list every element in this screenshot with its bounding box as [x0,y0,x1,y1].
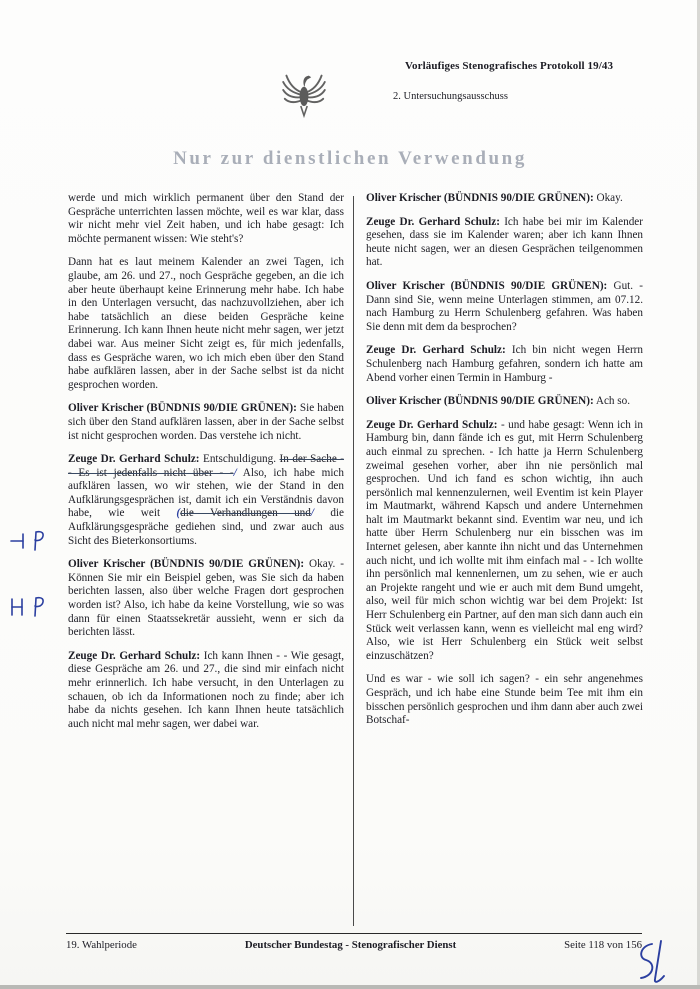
handwritten-ink-mark: / [233,466,237,479]
bundesadler-eagle-icon [280,66,328,122]
watermark-text: Nur zur dienstlichen Verwendung [173,148,527,169]
body-text: Gut. - Dann sind Sie, wenn meine Unterlagen stimmen, am 07.12. nach Hamburg zu Herrn Schulenberg gefahren. Was haben Sie denn mit dem da besprochen? [366,279,643,333]
body-text: Ich bin nicht wegen Herrn Schulenberg nach Hamburg gefahren, sondern ich hatte am Abend vorher einen Termin in Hamburg - [366,344,643,384]
paragraph [68,402,344,443]
body-text: die Aufklärungsgespräche gediehen sind, und zwar auch aus Sicht des Bieterkonsortiums. [68,507,344,547]
speaker-name: Oliver Krischer (BÜNDNIS 90/DIE GRÜNEN): [366,279,608,292]
body-text: Und es war - wie soll ich sagen? - ein sehr angenehmes Gespräch, und ich habe eine Stunde beim Tee mit ihm ein bisschen persönlich gesprochen und ihm dann aber auch zwei Botschaf- [366,673,643,727]
speaker-name: Oliver Krischer (BÜNDNIS 90/DIE GRÜNEN): [366,192,594,204]
scan-edge [0,985,700,989]
paragraph [68,558,344,640]
speaker-name: Oliver Krischer (BÜNDNIS 90/DIE GRÜNEN): [68,402,297,415]
margin-correction-mark-icon [8,528,50,554]
handwritten-ink-mark: ( [176,507,181,520]
body-text: Dann hat es laut meinem Kalender an zwei Tagen, ich glaube, am 26. und 27., noch Gespräche gegeben, an die ich aber heute überhaupt keine Erinnerung mehr habe. Ich habe in den Unterlagen versucht, das nachzuvollziehen, aber ich habe tatsächlich an diese beiden Gespräche keine Erinnerung. Ich kann Ihnen heute nicht mehr sagen, wer jetzt dabei war. Aus meiner Sicht zeigt es, für mich jedenfalls, dass es Gespräche waren, wo ich mich eben über den Stand habe aufklären lassen, aber in der Sache selbst ist da nicht gesprochen worden. [68,256,344,391]
paragraph [366,344,643,385]
protocol-title: Vorläufiges Stenografisches Protokoll 19/43 [405,60,614,72]
margin-correction-mark-icon [8,594,50,620]
handwritten-initials-signature [628,934,676,986]
body-text: Also, ich habe mich aufklären lassen, wo wir stehen, wie der Stand in den Aufklärungsgesprächen ist, damit ich ein Verständnis davon habe, wie weit [68,466,344,520]
body-text: Entschuldigung. [199,453,280,466]
body-text: Ich habe bei mir im Kalender gesehen, dass sie im Kalender waren; aber ich kann Ihnen heute nicht sagen, wer an diesen Gesprächen teilgenommen hat. [366,215,643,269]
left-column [68,192,344,741]
body-text: werde und mich wirklich permanent über den Stand der Gespräche unterrichten lassen möchte, weil es war klar, dass wir nicht mehr viel Zeit haben, und ich habe gesagt: Ich möchte permanent wissen: Wie steht's? [68,192,344,245]
paragraph [68,192,344,246]
body-text: - und habe gesagt: Wenn ich in Hamburg bin, dann fände ich es gut, mit Herrn Schulenberg auch einmal zu sprechen. - Ich hatte ja Herrn Schulenberg zweimal gesehen vorher, aber ihn nie persönlich mal gesprochen. Und ich fand es schon wichtig, ihn auch persönlich mal kennenzulernen, weil Eventim ist kein Player im Mautmarkt, während Kapsch und andere Unternehmen halt im Mautmarkt bekannt sind. Eventim war neu, und ich hatte über Herrn Schulenberg nur ein bisschen was im Internet gelesen, aber kannte ihn nicht und das Unternehmen auch nicht, und ich wollte mit ihm einfach mal - - Ich wollte ihn persönlich mal kennenlernen, um zu sehen, wie er auch an Projekte rangeht und wie er auch mit dem Bund umgeht, also, weil für mich schon wichtig war bei dem Projekt: Ist Herr Schulenberg ein Partner, auf den man sich dann auch ein Stück weit verlassen kann, wenn es vielleicht mal eng wird? Also, wie ist Herr Schulenberg ein Stück weit selbst einzuschätzen? [366,418,644,662]
paragraph [366,216,643,270]
column-divider-line [353,196,354,926]
paragraph [366,280,643,334]
handwritten-ink-mark: / [310,507,314,520]
committee-label: 2. Untersuchungsausschuss [393,91,508,102]
struck-text: In der Sache - - Es ist jedenfalls nicht über - - [68,453,344,479]
struck-text: die Verhandlungen und [180,507,311,520]
speaker-name: Zeuge Dr. Gerhard Schulz: [366,418,498,431]
right-column [366,192,643,738]
footer-service-label: Deutscher Bundestag - Stenografischer Dienst [244,939,457,951]
speaker-name: Zeuge Dr. Gerhard Schulz: [68,453,200,466]
body-text: Ich kann Ihnen - - Wie gesagt, diese Gespräche am 26. und 27., die sind mir einfach nicht mehr erinnerlich. Ich habe versucht, in den Unterlagen zu schauen, ob ich da Informationen noch zu finde; aber ich habe da nichts gesehen. Ich kann Ihnen heute tatsächlich auch nicht mal mehr sagen, wer dabei war. [68,649,344,730]
body-text: Sie haben sich über den Stand aufklären lassen, aber in der Sache selbst ist nicht gesprochen worden. Das verstehe ich nicht. [68,402,344,442]
paragraph [366,419,643,664]
paragraph [366,673,643,727]
footer-legislative-period: 19. Wahlperiode [66,939,137,951]
paragraph [366,395,643,409]
speaker-name: Oliver Krischer (BÜNDNIS 90/DIE GRÜNEN): [366,395,594,408]
body-text: Ach so. [593,395,631,408]
footer-page-number: Seite 118 von 156 [564,939,642,951]
footer-rule [66,933,642,934]
footer [66,939,642,951]
paragraph [366,192,643,206]
paragraph [68,256,344,392]
speaker-name: Zeuge Dr. Gerhard Schulz: [366,344,506,357]
paragraph [68,453,344,548]
paragraph [68,650,344,732]
speaker-name: Zeuge Dr. Gerhard Schulz: [366,215,500,228]
body-text: Okay. [593,192,623,204]
speaker-name: Zeuge Dr. Gerhard Schulz: [68,649,201,662]
body-text: Okay. - Können Sie mir ein Beispiel geben, was Sie sich da haben berichten lassen, also über welche Fragen dort gesprochen worden ist? Also, ich habe da keine Vorstellung, wie so was dann für einen Staatssekretär aussieht, wenn er sich da berichten lässt. [68,558,344,639]
speaker-name: Oliver Krischer (BÜNDNIS 90/DIE GRÜNEN): [68,558,305,571]
